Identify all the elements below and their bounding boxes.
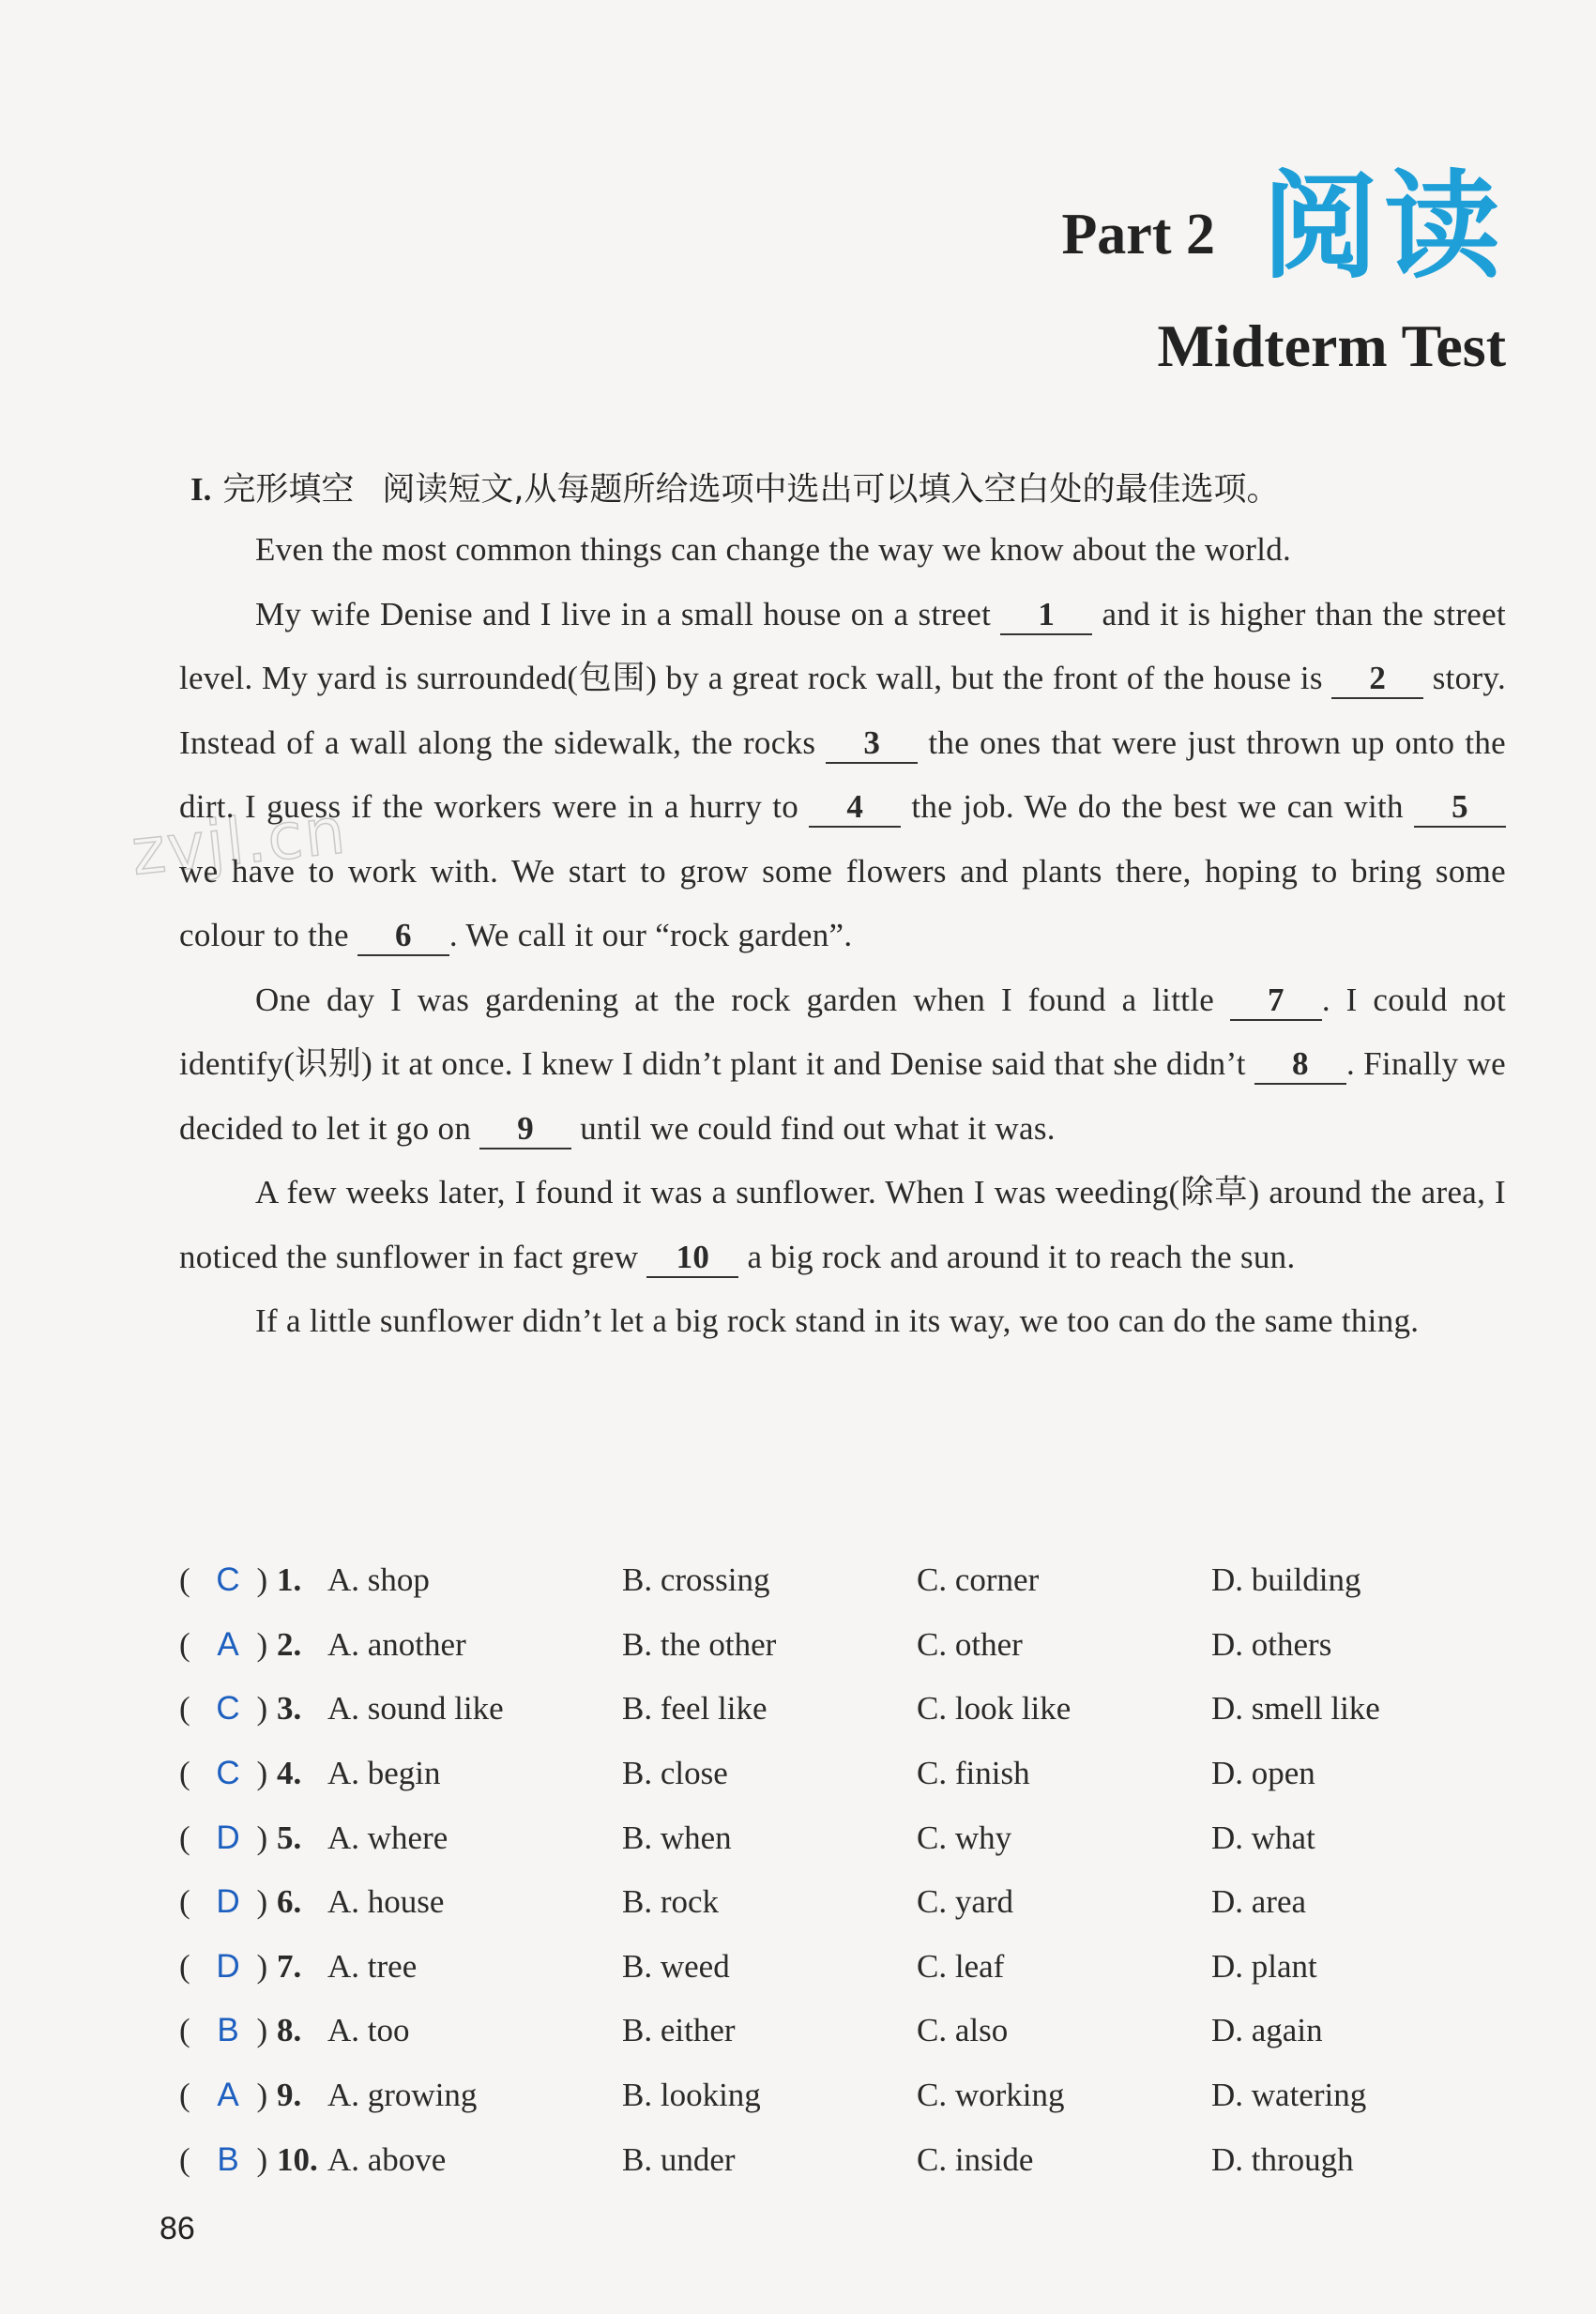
option-a: A. tree <box>327 1947 418 1985</box>
option-d: D. others <box>1211 1625 1332 1663</box>
option-c: C. yard <box>917 1883 1014 1921</box>
blank-1: 1 <box>1000 596 1092 635</box>
option-b: B. when <box>622 1819 732 1856</box>
close-paren: ) <box>256 1690 268 1728</box>
option-c: C. finish <box>917 1755 1030 1792</box>
question-number: 3. <box>277 1690 302 1728</box>
text: the job. We do the best we can with <box>901 788 1414 825</box>
option-c: C. look like <box>917 1690 1072 1728</box>
close-paren: ) <box>256 2012 268 2049</box>
text: A few weeks later, I found it was a sunflower. When I was weeding(除草) around the area, I noticed the sunflower in fact grew <box>179 1174 1506 1275</box>
blank-4: 4 <box>809 788 901 828</box>
option-b: B. either <box>622 2012 736 2049</box>
option-d: D. building <box>1211 1561 1361 1599</box>
option-a: A. begin <box>327 1755 441 1792</box>
open-paren: ( <box>179 1883 190 1921</box>
question-number: 7. <box>277 1947 302 1985</box>
answer: D <box>216 1947 240 1985</box>
answer: D <box>216 1883 240 1921</box>
question-number: 2. <box>277 1625 302 1663</box>
paragraph-3 <box>179 968 1506 1162</box>
option-a: A. where <box>327 1819 448 1856</box>
option-b: B. weed <box>622 1947 730 1985</box>
option-a: A. shop <box>327 1561 430 1599</box>
option-d: D. open <box>1211 1755 1315 1792</box>
section-instruction: 阅读短文,从每题所给选项中选出可以填入空白处的最佳选项。 <box>382 471 1280 509</box>
option-d: D. plant <box>1211 1947 1317 1985</box>
close-paren: ) <box>256 1755 268 1792</box>
answer: D <box>216 1819 240 1856</box>
answer: B <box>217 2012 239 2049</box>
blank-8: 8 <box>1254 1045 1346 1085</box>
close-paren: ) <box>256 2077 268 2114</box>
option-d: D. watering <box>1211 2077 1367 2114</box>
section-type: 完形填空 <box>222 471 355 509</box>
text: a big rock and around it to reach the sun. <box>738 1238 1296 1275</box>
text: the ones that were just thrown up onto the dirt. I guess if the workers were in a hurry to <box>179 723 1506 825</box>
option-b: B. rock <box>622 1883 720 1921</box>
text: One day I was gardening at the rock garden when I found a little <box>255 981 1230 1018</box>
answer: C <box>216 1690 240 1728</box>
passage <box>179 518 1506 1354</box>
open-paren: ( <box>179 1561 190 1599</box>
open-paren: ( <box>179 1819 190 1856</box>
section-number: I. <box>190 471 212 508</box>
part-title-cn: 阅读 <box>1261 160 1506 295</box>
question-number: 8. <box>277 2012 302 2049</box>
text: and it is higher than the street level. My yard is surrounded(包围) by a great rock wall, but the front of the house is <box>179 595 1506 696</box>
blank-3: 3 <box>826 724 918 764</box>
question-row <box>179 2127 1506 2192</box>
blank-2: 2 <box>1331 660 1423 699</box>
open-paren: ( <box>179 2077 190 2114</box>
part-label: Part 2 <box>1061 203 1215 266</box>
option-a: A. growing <box>327 2077 478 2114</box>
answer: A <box>217 1625 239 1663</box>
part-header <box>1061 160 1506 295</box>
blank-7: 7 <box>1230 982 1322 1021</box>
text: My wife Denise and I live in a small house on a street <box>255 595 1001 632</box>
question-row <box>179 2063 1506 2128</box>
question-row <box>179 1742 1506 1806</box>
question-row <box>179 1870 1506 1935</box>
text: until we could find out what it was. <box>571 1109 1056 1147</box>
paragraph-2 <box>179 583 1506 968</box>
question-number: 6. <box>277 1883 302 1921</box>
answer: B <box>217 2140 239 2178</box>
question-row <box>179 1999 1506 2063</box>
answer: C <box>216 1755 240 1792</box>
section-heading <box>190 464 1280 510</box>
option-d: D. area <box>1211 1883 1307 1921</box>
text: . We call it our “rock garden”. <box>448 917 853 953</box>
option-a: A. above <box>327 2140 447 2178</box>
close-paren: ) <box>256 2140 268 2178</box>
option-c: C. corner <box>917 1561 1040 1599</box>
text: . I could not identify(识别) it at once. I knew I didn’t plant it and Denise said that she didn’t <box>179 981 1507 1082</box>
option-c: C. leaf <box>917 1947 1005 1985</box>
close-paren: ) <box>256 1883 268 1921</box>
option-c: C. other <box>917 1625 1023 1663</box>
question-row <box>179 1548 1506 1613</box>
option-d: D. again <box>1211 2012 1323 2049</box>
open-paren: ( <box>179 1625 190 1663</box>
option-c: C. why <box>917 1819 1012 1856</box>
question-row <box>179 1677 1506 1742</box>
question-number: 1. <box>277 1561 302 1599</box>
option-b: B. under <box>622 2140 736 2178</box>
option-b: B. looking <box>622 2077 761 2114</box>
question-number: 5. <box>277 1819 302 1856</box>
option-b: B. close <box>622 1755 728 1792</box>
paragraph-1: Even the most common things can change the way we know about the world. <box>255 531 1292 568</box>
text: . Finally we decided to let it go on <box>179 1045 1506 1147</box>
question-row <box>179 1805 1506 1870</box>
question-number: 10. <box>277 2140 318 2178</box>
watermark: zvjl.cn <box>128 794 351 891</box>
paragraph-4 <box>179 1161 1506 1289</box>
question-list <box>179 1548 1506 2192</box>
answer: A <box>217 2077 239 2114</box>
option-c: C. also <box>917 2012 1009 2049</box>
option-c: C. inside <box>917 2140 1034 2178</box>
open-paren: ( <box>179 1947 190 1985</box>
open-paren: ( <box>179 1755 190 1792</box>
text: we have to work with. We start to grow some flowers and plants there, hoping to bring some colour to the <box>179 852 1506 953</box>
option-d: D. what <box>1211 1819 1315 1856</box>
question-number: 4. <box>277 1755 302 1792</box>
blank-6: 6 <box>357 917 449 956</box>
option-b: B. feel like <box>622 1690 768 1728</box>
open-paren: ( <box>179 1690 190 1728</box>
question-row <box>179 1613 1506 1678</box>
option-b: B. crossing <box>622 1561 770 1599</box>
close-paren: ) <box>256 1625 268 1663</box>
option-d: D. through <box>1211 2140 1354 2178</box>
option-b: B. the other <box>622 1625 777 1663</box>
question-number: 9. <box>277 2077 302 2114</box>
open-paren: ( <box>179 2140 190 2178</box>
question-row <box>179 1935 1506 2000</box>
option-a: A. another <box>327 1625 466 1663</box>
close-paren: ) <box>256 1947 268 1985</box>
option-a: A. too <box>327 2012 410 2049</box>
close-paren: ) <box>256 1819 268 1856</box>
blank-5: 5 <box>1414 788 1506 828</box>
blank-9: 9 <box>479 1110 571 1149</box>
test-title: Midterm Test <box>1157 312 1506 379</box>
option-a: A. house <box>327 1883 445 1921</box>
open-paren: ( <box>179 2012 190 2049</box>
option-c: C. working <box>917 2077 1065 2114</box>
paragraph-5: If a little sunflower didn’t let a big rock stand in its way, we too can do the same thing. <box>255 1302 1420 1339</box>
answer: C <box>216 1561 240 1599</box>
close-paren: ) <box>256 1561 268 1599</box>
option-d: D. smell like <box>1211 1690 1380 1728</box>
text: story. Instead of a wall along the sidewalk, the rocks <box>179 660 1507 761</box>
blank-10: 10 <box>646 1239 738 1278</box>
page-number: 86 <box>160 2211 195 2246</box>
option-a: A. sound like <box>327 1690 504 1728</box>
